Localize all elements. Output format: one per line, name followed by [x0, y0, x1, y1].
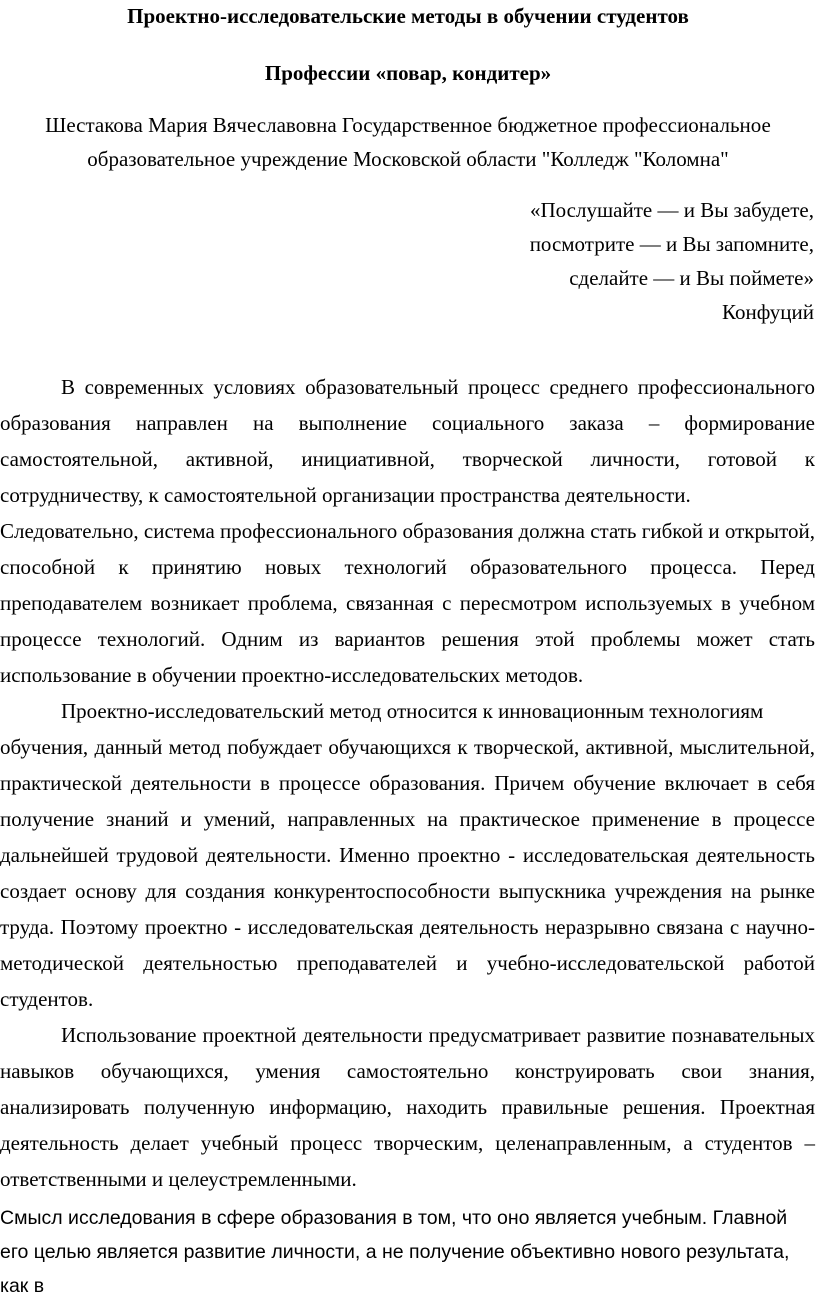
affiliation-line: образовательное учреждение Московской области "Колледж "Коломна" — [87, 147, 729, 171]
document-title: Проектно-исследовательские методы в обучении студентов — [127, 4, 689, 28]
paragraph: В современных условиях образовательный процесс среднего профессионального образования направлен на выполнение социального заказа – формирование самостоятельной, активной, инициативной, творческой личности, готовой к сотрудничеству, к самостоятельной организации пространства деятельности. — [0, 375, 815, 507]
paragraph: Проектно-исследовательский метод относится к инновационным технологиям — [61, 699, 764, 723]
epigraph — [530, 193, 814, 329]
epigraph-attribution: Конфуций — [722, 300, 814, 324]
author-affiliation — [0, 108, 816, 176]
epigraph-line: «Послушайте — и Вы забудете, — [529, 198, 814, 222]
paragraph: Смысл исследования в сфере образования в том, что оно является учебным. Главной его целью является развитие личности, а не получение объективно нового результата, как в — [0, 1207, 790, 1297]
paragraph: Использование проектной деятельности предусматривает развитие познавательных навыков обучающихся, умения самостоятельно конструировать свои знания, анализировать полученную информацию, находить правильные решения. Проектная деятельность делает учебный процесс творческим, целенаправленным, а студентов – ответственными и целеустремленными. — [0, 1023, 815, 1191]
epigraph-line: сделайте — и Вы поймете» — [569, 266, 814, 290]
document-body — [0, 369, 815, 1303]
paragraph: Следовательно, система профессионального образования должна стать гибкой и открытой, способной к принятию новых технологий образовательного процесса. Перед преподавателем возникает проблема, связанная с пересмотром используемых в учебном процессе технологий. Одним из вариантов решения этой проблемы может стать использование в обучении проектно-исследовательских методов. — [0, 519, 815, 687]
author-line: Шестакова Мария Вячеславовна Государственное бюджетное профессиональное — [45, 113, 771, 137]
document-subtitle: Профессии «повар, кондитер» — [264, 61, 552, 85]
epigraph-line: посмотрите — и Вы запомните, — [529, 232, 814, 256]
paragraph: обучения, данный метод побуждает обучающихся к творческой, активной, мыслительной, практической деятельности в процессе образования. Причем обучение включает в себя получение знаний и умений, направленных на практическое применение в процессе дальнейшей трудовой деятельности. Именно проектно - исследовательская деятельность создает основу для создания конкурентоспособности выпускника учреждения на рынке труда. Поэтому проектно - исследовательская деятельность неразрывно связана с научно-методической деятельностью преподавателей и учебно-исследовательской работой студентов. — [0, 735, 815, 1011]
